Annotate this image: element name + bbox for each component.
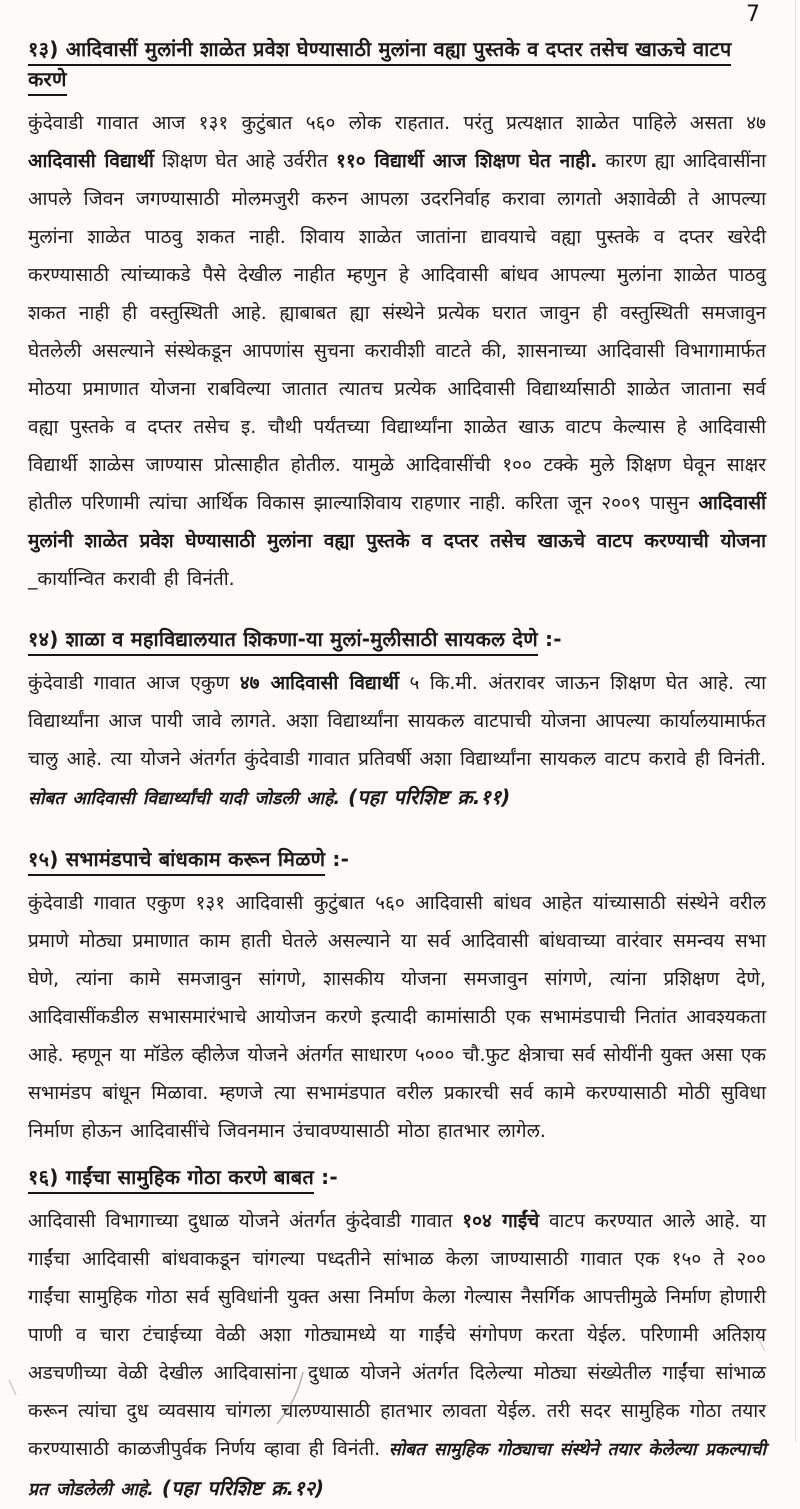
section-13-heading-underlined: १३) आदिवासीं मुलांनी शाळेत प्रवेश घेण्यासाठी मुलांना वह्या पुस्तके व दप्तर तसेच खाऊचे वाटप करणे <box>28 37 731 96</box>
section-14-heading-suffix: :- <box>537 627 562 651</box>
section-15-paragraph: कुंदेवाडी गावात एकुण १३१ आदिवासी कुटुंबात ५६० आदिवासी बांधव आहेत यांच्यासाठी संस्थेने वरील प्रमाणे मोठ्या प्रमाणात काम हाती घेतले असल्याने या सर्व आदिवासी बांधवाच्या वारंवार समन्वय सभा घेणे, त्यांना कामे समजावुन सांगणे, शासकीय योजना समजावुन सांगणे, त्यांना प्रशिक्षण देणे, आदिवासींकडील सभासमारंभाचे आयोजन करणे इत्यादी कामांसाठी एक सभामंडपाची नितांत आवश्यकता आहे. म्हणून या मॉडेल व्हीलेज योजने अंतर्गत साधारण ५००० चौ.फुट क्षेत्राचा सर्व सोयींनी युक्त असा एक सभामंडप बांधून मिळावा. म्हणजे त्या सभामंडपात वरील प्रकारची सर्व कामे करण्यासाठी मोठी सुविधा निर्माण होऊन आदिवासींचे जिवनमान उंचावण्यासाठी मोठा हातभार लागेल. <box>28 892 766 1142</box>
section-14 <box>28 624 766 818</box>
section-15-heading <box>28 844 766 874</box>
section-16-paragraph: आदिवासी विभागाच्या दुधाळ योजने अंतर्गत कुंदेवाडी गावात १०४ गाईंचे वाटप करण्यात आले आहे. या गाईंचा आदिवासी बांधवाकडून चांगल्या पध्दतीने सांभाळ केला जाण्यासाठी गावात एक १५० ते २०० गाईंचा सामुहिक गोठा सर्व सुविधांनी युक्त असा निर्माण केला गेल्यास नैसर्गिक आपत्तीमुळे निर्माण होणारी पाणी व चारा टंचाईच्या वेळी अशा गोठ्यामध्ये या गाईंचे संगोपण करता येईल. परिणामी अतिशय अडचणीच्या वेळी देखील आदिवासांना दुधाळ योजने अंतर्गत दिलेल्या मोठ्या संख्येतील गाईंचा सांभाळ करून त्यांचा दुध व्यवसाय चांगला चालण्यासाठी हातभार लावता येईल. तरी सदर सामुहिक गोठा तयार करण्यासाठी काळजीपुर्वक निर्णय व्हावा ही विनंती. सोबत सामुहिक गोठ्याचा संस्थेने तयार केलेल्या प्रकल्पाची प्रत जोडलेली आहे. (पहा परिशिष्ट क्र.१२) <box>28 1210 766 1500</box>
section-14-heading <box>28 624 766 654</box>
section-14-paragraph: कुंदेवाडी गावात आज एकुण ४७ आदिवासी विद्यार्थी ५ कि.मी. अंतरावर जाऊन शिक्षण घेत आहे. त्या विद्यार्थ्यांना आज पायी जावे लागते. अशा विद्यार्थ्यांना सायकल वाटपाची योजना आपल्या कार्यालयामार्फत चालु आहे. त्या योजने अंतर्गत कुंदेवाडी गावात प्रतिवर्षी अशा विद्यार्थ्यांना सायकल वाटप करावे ही विनंती. सोबत आदिवासी विद्यार्थ्यांची यादी जोडली आहे. (पहा परिशिष्ट क्र.११) <box>28 672 767 809</box>
section-16 <box>28 1162 766 1509</box>
section-15-heading-underlined: १५) सभामंडपाचे बांधकाम करून मिळणे <box>28 847 325 876</box>
section-16-heading-suffix: :- <box>313 1165 338 1189</box>
section-13-paragraph: कुंदेवाडी गावात आज १३१ कुटुंबात ५६० लोक राहतात. परंतु प्रत्यक्षात शाळेत पाहिले असता ४७ आदिवासी विद्यार्थी शिक्षण घेत आहे उर्वरीत ११० विद्यार्थी आज शिक्षण घेत नाही. कारण ह्या आदिवासींना आपले जिवन जगण्यासाठी मोलमजुरी करुन आपला उदरनिर्वाह करावा लागतो अशावेळी ते आपल्या मुलांना शाळेत पाठवु शकत नाही. शिवाय शाळेत जातांना द्यावयाचे वह्या पुस्तके व दप्तर खरेदी करण्यासाठी त्यांच्याकडे पैसे देखील नाहीत म्हणुन हे आदिवासी बांधव आपल्या मुलांना शाळेत पाठवु शकत नाही ही वस्तुस्थिती आहे. ह्याबाबत ह्या संस्थेने प्रत्येक घरात जावुन ही वस्तुस्थिती समजावुन घेतलेली असल्याने संस्थेकडून आपणांस सुचना करावीशी वाटते की, शासनाच्या आदिवासी विभागामार्फत मोठया प्रमाणात योजना राबविल्या जातात त्यातच प्रत्येक आदिवासी विद्यार्थ्यासाठी शाळेत जाताना सर्व वह्या पुस्तके व दप्तर तसेच इ. चौथी पर्यंतच्या विद्यार्थ्यांना शाळेत खाऊ वाटप केल्यास हे आदिवासी विद्यार्थी शाळेस जाण्यास प्रोत्साहीत होतील. यामुळे आदिवासींची १०० टक्के मुले शिक्षण घेवून साक्षर होतील परिणामी त्यांचा आर्थिक विकास झाल्याशिवाय राहणार नाही. करिता जून २००९ पासुन आदिवासीं मुलांनी शाळेत प्रवेश घेण्यासाठी मुलांना वह्या पुस्तके व दप्तर तसेच खाऊचे वाटप करण्याची योजना _कार्यान्वित करावी ही विनंती. <box>28 112 766 590</box>
section-14-heading-underlined: १४) शाळा व महाविद्यालयात शिकणा-या मुलां-मुलीसाठी सायकल देणे <box>28 627 538 656</box>
section-15-heading-suffix: :- <box>325 847 350 871</box>
section-15 <box>28 844 766 1150</box>
section-13 <box>28 34 766 598</box>
page-number: 7 <box>746 2 760 27</box>
section-16-heading-underlined: १६) गाईंचा सामुहिक गोठा करणे बाबत <box>28 1165 314 1194</box>
scan-edge-line <box>795 0 796 1442</box>
section-13-heading <box>28 34 766 94</box>
section-16-heading <box>28 1162 766 1192</box>
